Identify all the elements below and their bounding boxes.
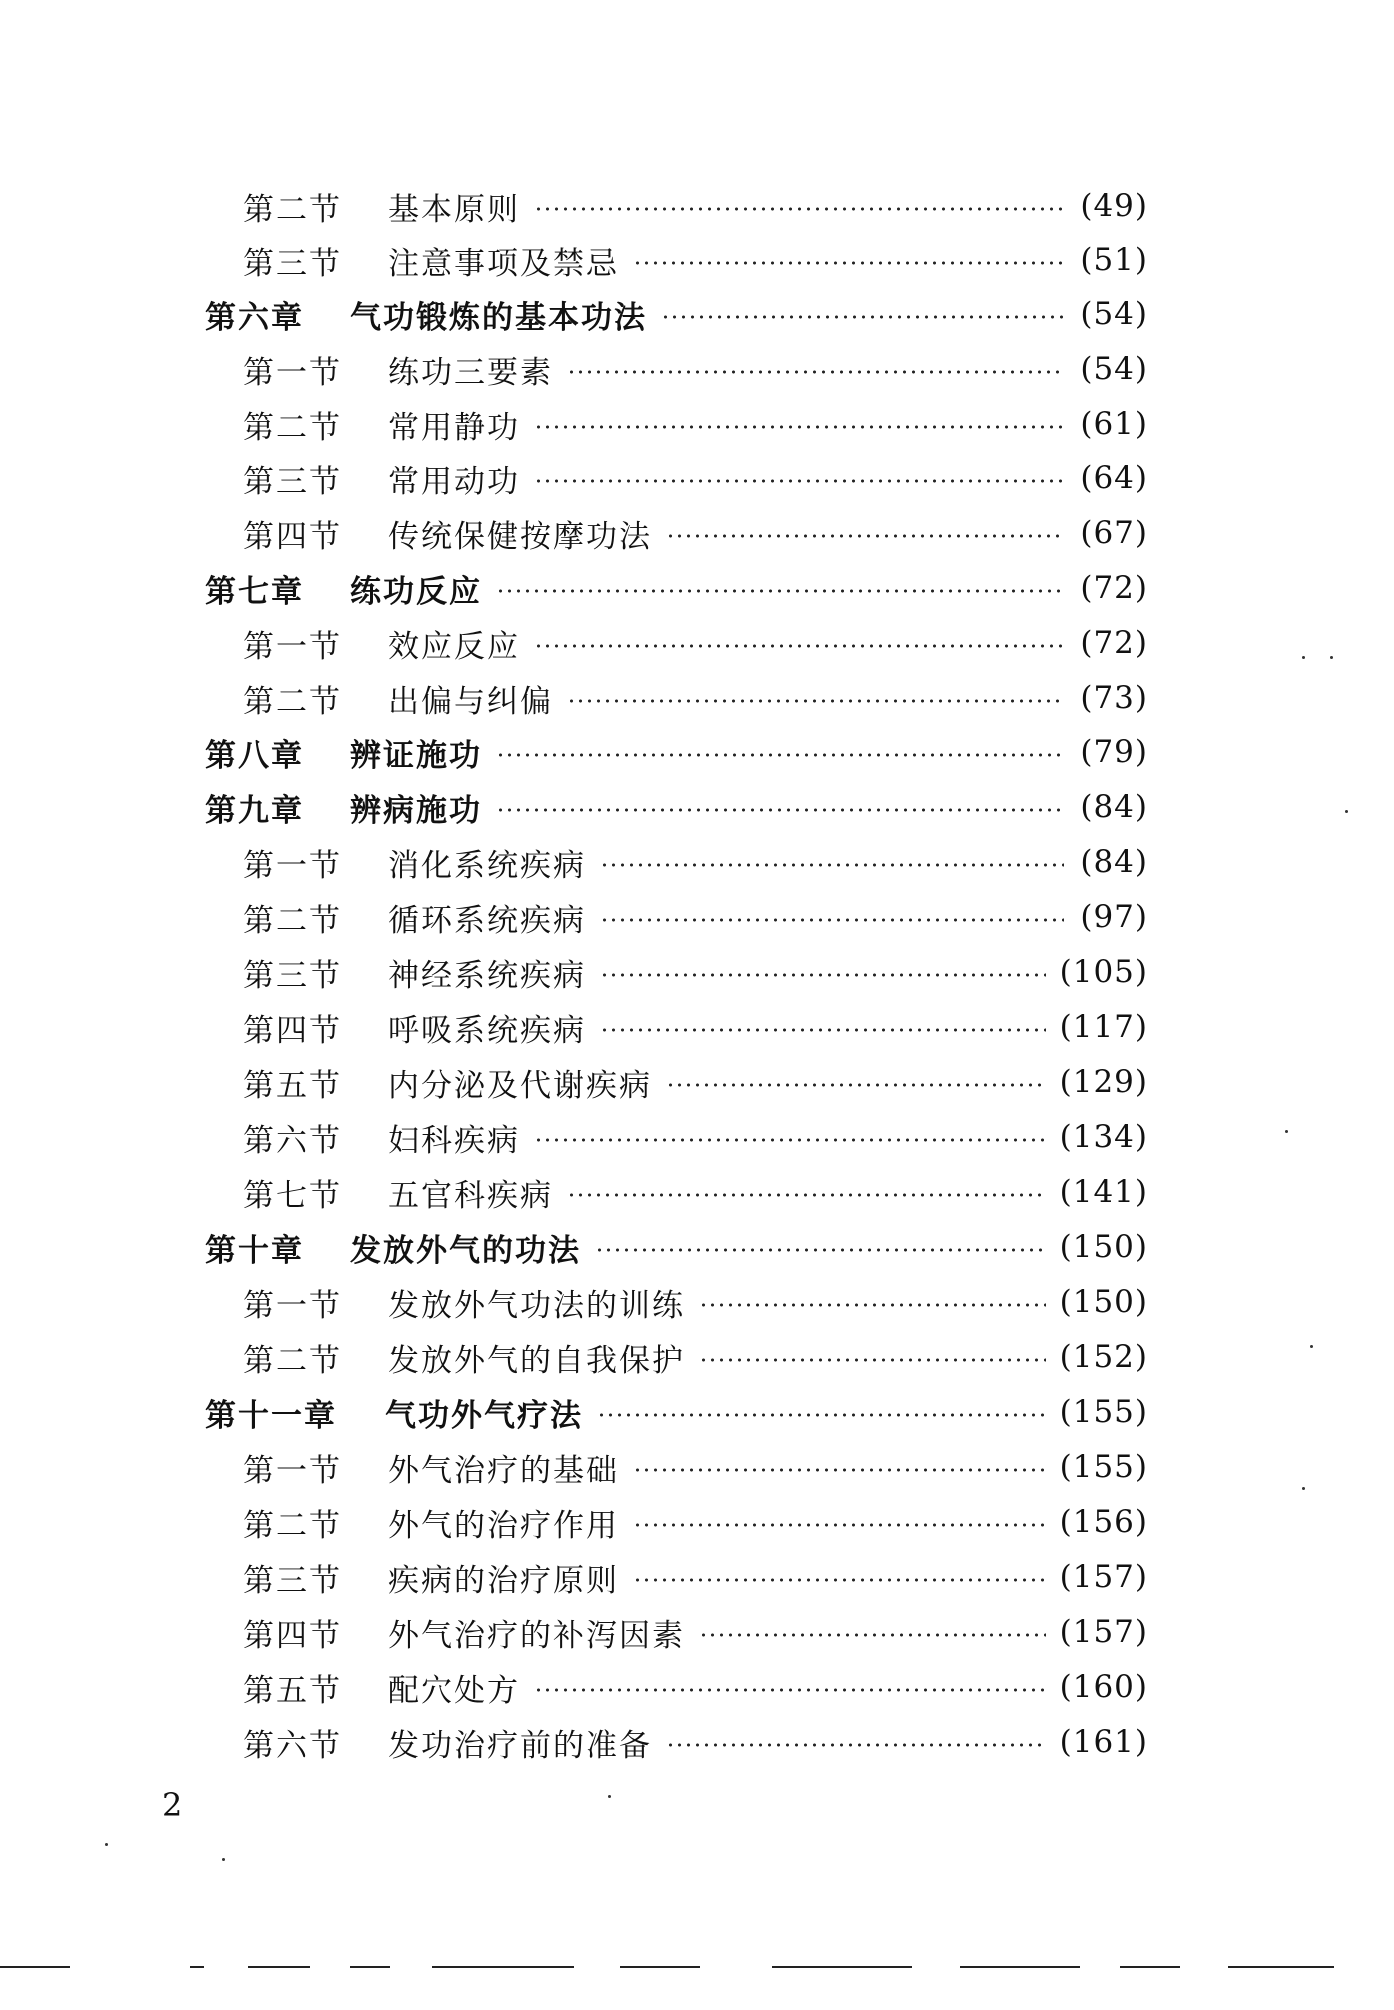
entry-number: 第一节: [243, 1452, 342, 1489]
toc-entry: [243, 1004, 1148, 1050]
dot-leader: [534, 425, 1064, 429]
scan-artifact: [248, 1966, 310, 1968]
entry-number: 第三节: [243, 957, 342, 994]
toc-entry: [243, 1059, 1148, 1105]
entry-title: 呼吸系统疾病: [388, 1012, 586, 1049]
dot-leader: [600, 973, 1046, 977]
entry-page: (84): [1080, 789, 1148, 825]
toc-chapter: [205, 1224, 1148, 1270]
entry-number: 第六节: [243, 1727, 342, 1764]
toc-entry: [243, 1169, 1148, 1215]
entry-title: 基本原则: [388, 191, 520, 228]
entry-title: 发放外气的自我保护: [388, 1342, 685, 1379]
scan-artifact: [1120, 1966, 1180, 1968]
entry-title: 注意事项及禁忌: [388, 245, 619, 282]
scan-speck: [1345, 810, 1348, 813]
dot-leader: [633, 1468, 1046, 1472]
entry-number: 第一节: [243, 628, 342, 665]
dot-leader: [699, 1358, 1046, 1362]
entry-number: 第三节: [243, 1562, 342, 1599]
entry-number: 第七节: [243, 1177, 342, 1214]
toc-entry: [243, 894, 1148, 940]
entry-page: (72): [1080, 570, 1148, 606]
entry-number: 第三节: [243, 463, 342, 500]
scan-speck: [1330, 656, 1333, 659]
entry-number: 第二节: [243, 683, 342, 720]
entry-page: (61): [1080, 406, 1148, 442]
chapter-title: 辨证施功: [350, 737, 482, 774]
entry-title: 神经系统疾病: [388, 957, 586, 994]
entry-page: (157): [1059, 1614, 1148, 1650]
dot-leader: [496, 808, 1064, 812]
toc-entry: [243, 1609, 1148, 1655]
scan-speck: [222, 1858, 225, 1861]
scan-artifact: [772, 1966, 912, 1968]
toc-entry: [243, 1664, 1148, 1710]
entry-title: 消化系统疾病: [388, 847, 586, 884]
chapter-title: 发放外气的功法: [350, 1232, 581, 1269]
toc-entry: [243, 346, 1148, 392]
entry-page: (54): [1080, 351, 1148, 387]
scan-artifact: [1228, 1966, 1334, 1968]
entry-page: (160): [1059, 1669, 1148, 1705]
entry-number: 第三节: [243, 245, 342, 282]
scan-artifact: [432, 1966, 574, 1968]
entry-page: (150): [1059, 1229, 1148, 1265]
entry-page: (97): [1080, 899, 1148, 935]
entry-title: 五官科疾病: [388, 1177, 553, 1214]
toc-chapter: [205, 565, 1148, 611]
scan-speck: [1302, 656, 1305, 659]
toc-entry: [243, 839, 1148, 885]
entry-page: (152): [1059, 1339, 1148, 1375]
entry-page: (155): [1059, 1449, 1148, 1485]
entry-title: 外气治疗的基础: [388, 1452, 619, 1489]
entry-page: (161): [1059, 1724, 1148, 1760]
toc-entry: [243, 401, 1148, 447]
toc-entry: [243, 1499, 1148, 1545]
entry-title: 内分泌及代谢疾病: [388, 1067, 652, 1104]
entry-page: (105): [1059, 954, 1148, 990]
entry-title: 发功治疗前的准备: [388, 1727, 652, 1764]
entry-title: 传统保健按摩功法: [388, 518, 652, 555]
scan-speck: [1310, 1345, 1313, 1348]
chapter-number: 第六章: [205, 299, 304, 336]
dot-leader: [597, 1413, 1046, 1417]
entry-number: 第五节: [243, 1672, 342, 1709]
toc-entry: [243, 237, 1148, 283]
dot-leader: [600, 863, 1064, 867]
toc-entry: [243, 1554, 1148, 1600]
entry-page: (141): [1059, 1174, 1148, 1210]
scan-artifact: [190, 1966, 204, 1968]
dot-leader: [666, 1743, 1046, 1747]
entry-number: 第一节: [243, 1287, 342, 1324]
toc-entry: [243, 1334, 1148, 1380]
dot-leader: [567, 370, 1064, 374]
entry-number: 第四节: [243, 518, 342, 555]
page-number: 2: [162, 1786, 183, 1824]
toc-chapter: [205, 729, 1148, 775]
toc-entry: [243, 510, 1148, 556]
dot-leader: [633, 1578, 1046, 1582]
entry-number: 第二节: [243, 1342, 342, 1379]
dot-leader: [661, 315, 1064, 319]
scan-artifact: [0, 1966, 70, 1968]
entry-number: 第六节: [243, 1122, 342, 1159]
entry-title: 循环系统疾病: [388, 902, 586, 939]
toc-entry: [243, 1279, 1148, 1325]
entry-title: 常用动功: [388, 463, 520, 500]
chapter-title: 辨病施功: [350, 792, 482, 829]
entry-number: 第二节: [243, 902, 342, 939]
entry-title: 妇科疾病: [388, 1122, 520, 1159]
dot-leader: [633, 261, 1064, 265]
scan-speck: [1285, 1130, 1288, 1133]
entry-number: 第二节: [243, 191, 342, 228]
dot-leader: [534, 644, 1064, 648]
entry-title: 出偏与纠偏: [388, 683, 553, 720]
chapter-number: 第十章: [205, 1232, 304, 1269]
toc-entry: [243, 183, 1148, 229]
toc-chapter: [205, 291, 1148, 337]
entry-number: 第一节: [243, 847, 342, 884]
dot-leader: [699, 1303, 1046, 1307]
dot-leader: [496, 753, 1064, 757]
chapter-title: 气功外气疗法: [385, 1397, 583, 1434]
entry-title: 疾病的治疗原则: [388, 1562, 619, 1599]
toc-entry: [243, 949, 1148, 995]
toc-entry: [243, 620, 1148, 666]
toc-entry: [243, 1719, 1148, 1765]
dot-leader: [600, 918, 1064, 922]
toc-entry: [243, 455, 1148, 501]
chapter-number: 第九章: [205, 792, 304, 829]
dot-leader: [534, 1138, 1046, 1142]
dot-leader: [600, 1028, 1046, 1032]
entry-title: 配穴处方: [388, 1672, 520, 1709]
chapter-number: 第八章: [205, 737, 304, 774]
toc-chapter: [205, 784, 1148, 830]
entry-title: 常用静功: [388, 409, 520, 446]
chapter-number: 第七章: [205, 573, 304, 610]
entry-number: 第一节: [243, 354, 342, 391]
entry-page: (129): [1059, 1064, 1148, 1100]
toc-entry: [243, 1444, 1148, 1490]
dot-leader: [567, 699, 1064, 703]
entry-page: (156): [1059, 1504, 1148, 1540]
chapter-title: 气功锻炼的基本功法: [350, 299, 647, 336]
dot-leader: [496, 589, 1064, 593]
scan-speck: [608, 1795, 611, 1798]
entry-number: 第二节: [243, 1507, 342, 1544]
scan-artifact: [350, 1966, 390, 1968]
dot-leader: [595, 1248, 1046, 1252]
entry-page: (155): [1059, 1394, 1148, 1430]
entry-title: 外气的治疗作用: [388, 1507, 619, 1544]
chapter-title: 练功反应: [350, 573, 482, 610]
scan-speck: [1302, 1487, 1305, 1490]
entry-page: (64): [1080, 460, 1148, 496]
scan-artifact: [620, 1966, 700, 1968]
dot-leader: [534, 207, 1064, 211]
entry-page: (150): [1059, 1284, 1148, 1320]
scan-speck: [105, 1843, 108, 1846]
entry-page: (79): [1080, 734, 1148, 770]
dot-leader: [534, 1688, 1046, 1692]
toc-entry: [243, 675, 1148, 721]
entry-number: 第四节: [243, 1012, 342, 1049]
entry-page: (134): [1059, 1119, 1148, 1155]
entry-page: (72): [1080, 625, 1148, 661]
scan-artifact: [960, 1966, 1080, 1968]
chapter-number: 第十一章: [205, 1397, 337, 1434]
entry-page: (49): [1080, 188, 1148, 224]
entry-page: (73): [1080, 680, 1148, 716]
entry-page: (84): [1080, 844, 1148, 880]
entry-title: 效应反应: [388, 628, 520, 665]
entry-page: (157): [1059, 1559, 1148, 1595]
entry-page: (67): [1080, 515, 1148, 551]
toc-entry: [243, 1114, 1148, 1160]
dot-leader: [633, 1523, 1046, 1527]
entry-title: 练功三要素: [388, 354, 553, 391]
dot-leader: [534, 479, 1064, 483]
entry-page: (51): [1080, 242, 1148, 278]
dot-leader: [666, 534, 1064, 538]
dot-leader: [666, 1083, 1046, 1087]
entry-title: 外气治疗的补泻因素: [388, 1617, 685, 1654]
entry-page: (117): [1059, 1009, 1148, 1045]
dot-leader: [699, 1633, 1046, 1637]
entry-number: 第二节: [243, 409, 342, 446]
dot-leader: [567, 1193, 1046, 1197]
entry-number: 第五节: [243, 1067, 342, 1104]
entry-page: (54): [1080, 296, 1148, 332]
toc-chapter: [205, 1389, 1148, 1435]
entry-title: 发放外气功法的训练: [388, 1287, 685, 1324]
entry-number: 第四节: [243, 1617, 342, 1654]
